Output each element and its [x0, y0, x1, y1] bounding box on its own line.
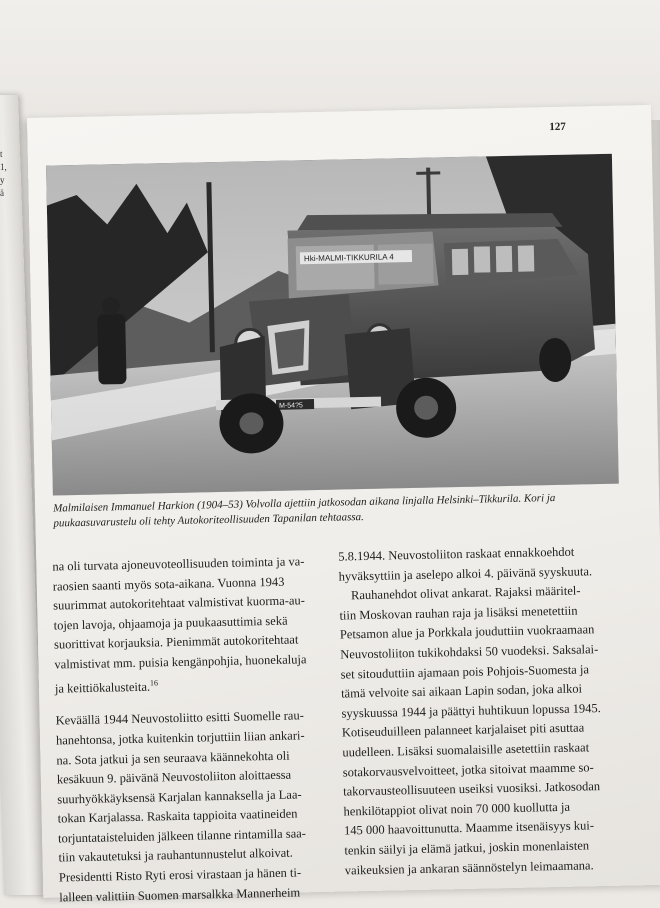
text-line: Presidentti Risto Ryti erosi virastaan ja hänen ti- — [58, 865, 302, 885]
text-line: syyskuussa 1944 ja päättyi huhtikuun lopussa 1945. — [341, 700, 602, 721]
text-line: tenkin säilyi ja elämä jatkui, joskin monenlaisten — [344, 838, 590, 858]
text-line: uudelleen. Lisäksi suomalaisille asetettiin raskaat — [342, 740, 590, 760]
text-line: henkilötappiot olivat noin 70 000 kuollutta ja — [343, 799, 571, 819]
text-line: Keväällä 1944 Neuvostoliitto esitti Suomelle rau- — [55, 708, 304, 728]
caption-line: Malmilaisen Immanuel Harkion (1904–53) Volvolla ajettiin jatkosodan aikana linjalla Helsinki–Tikkurila. Kori ja — [53, 492, 556, 515]
text-line: set sitouduttiin ajamaan pois Pohjois-Suomesta ja — [340, 661, 590, 682]
text-line: sotakorvausvelvoitteet, jotka sitoivat maamme so- — [342, 759, 594, 780]
text-line: valmistivat mm. puisia kengänpohjia, huonekaluja — [54, 652, 307, 672]
text-line: lalleen valittiin Suomen marsalkka Mannerheim — [59, 885, 301, 905]
text-line: takorvausteollisuuteen useiksi vuosiksi. Jatkosodan — [343, 779, 601, 799]
margin-letter: 1, — [0, 162, 7, 172]
text-line: Neuvostoliiton tukikohdaksi 50 vuodeksi. Saksalai- — [340, 642, 599, 662]
paragraph — [52, 552, 327, 699]
text-line: hanehtonsa, jotka kuitenkin torjuttiin liian ankari- — [55, 728, 305, 748]
text-line: tiin Moskovan rauhan raja ja lisäksi menetettiin — [339, 603, 578, 623]
paragraph — [338, 542, 611, 587]
licence-plate: M-54?5 — [279, 402, 303, 410]
left-text-column — [52, 552, 331, 908]
page-number: 127 — [549, 120, 566, 134]
text-line-content: ja keittiökalusteita. — [54, 679, 151, 696]
text-line: suurhyökkäyksensä Karjalan kannaksella ja Laa- — [57, 787, 302, 807]
paragraph — [55, 706, 331, 908]
right-text-column — [338, 542, 617, 881]
text-line: tojen lavoja, ohjaamoja ja puukaasuttimia sekä — [53, 613, 288, 633]
margin-letter: ä — [0, 188, 4, 198]
text-line: Petsamon alue ja Porkkala jouduttiin vuokraamaan — [339, 622, 595, 642]
text-line: tokan Karjalassa. Raskaita tappioita vaatineiden — [57, 806, 298, 826]
text-line: suorittivat korjauksia. Pienimmät autokoritehtaat — [53, 632, 299, 652]
bus-photo-illustration — [46, 154, 619, 496]
text-line: tämä velvoite sai aikaan Lapin sodan, joka alkoi — [340, 681, 583, 701]
margin-letter: t — [0, 149, 3, 159]
text-line: na oli turvata ajoneuvoteollisuuden toiminta ja va- — [52, 554, 305, 574]
text-line: Kotiseuduilleen palanneet karjalaiset piti asuttaa — [341, 720, 585, 740]
text-line: vaikeuksien ja ankaran säännöstelyn leimaamana. — [344, 857, 594, 878]
text-line: 145 000 haavoittunutta. Maamme itsenäisyys kui- — [343, 818, 595, 838]
paragraph-continuation — [339, 601, 617, 881]
book-page — [27, 105, 660, 905]
text-line: torjuntataisteluiden jälkeen tilanne rintamilla saa- — [57, 826, 307, 846]
left-page-margin-text — [0, 148, 10, 200]
text-line: kesäkuun 9. päivänä Neuvostoliiton aloittaessa — [56, 767, 292, 787]
footnote-reference: 16 — [149, 677, 159, 688]
text-line: na. Sota jatkui ja sen seuraava käännekohta oli — [56, 748, 290, 768]
text-line: tiin vakautetuksi ja rauhantunnustelut alkoivat. — [58, 846, 293, 865]
destination-sign: Hki-MALMI-TIKKURILA 4 — [303, 252, 394, 264]
margin-letter: y — [0, 175, 5, 185]
text-line: raosien saanti myös sota-aikana. Vuonna 1943 — [52, 574, 285, 594]
bus-photo — [46, 154, 619, 496]
text-line: Rauhanehdot olivat ankarat. Rajaksi määritel- — [350, 583, 581, 603]
text-line: hyväksyttiin ja aselepo alkoi 4. päivänä syyskuuta. — [338, 563, 593, 584]
text-line — [55, 669, 327, 698]
photo-caption — [53, 490, 626, 532]
caption-line: puukaasuvarustelu oli tehty Autokoriteollisuuden Tapanilan tehtaassa. — [53, 511, 364, 530]
text-line: suurimmat autokoritehtaat valmistivat kuorma-au- — [53, 593, 305, 613]
text-line: 5.8.1944. Neuvostoliiton raskaat ennakkoehdot — [338, 544, 575, 564]
